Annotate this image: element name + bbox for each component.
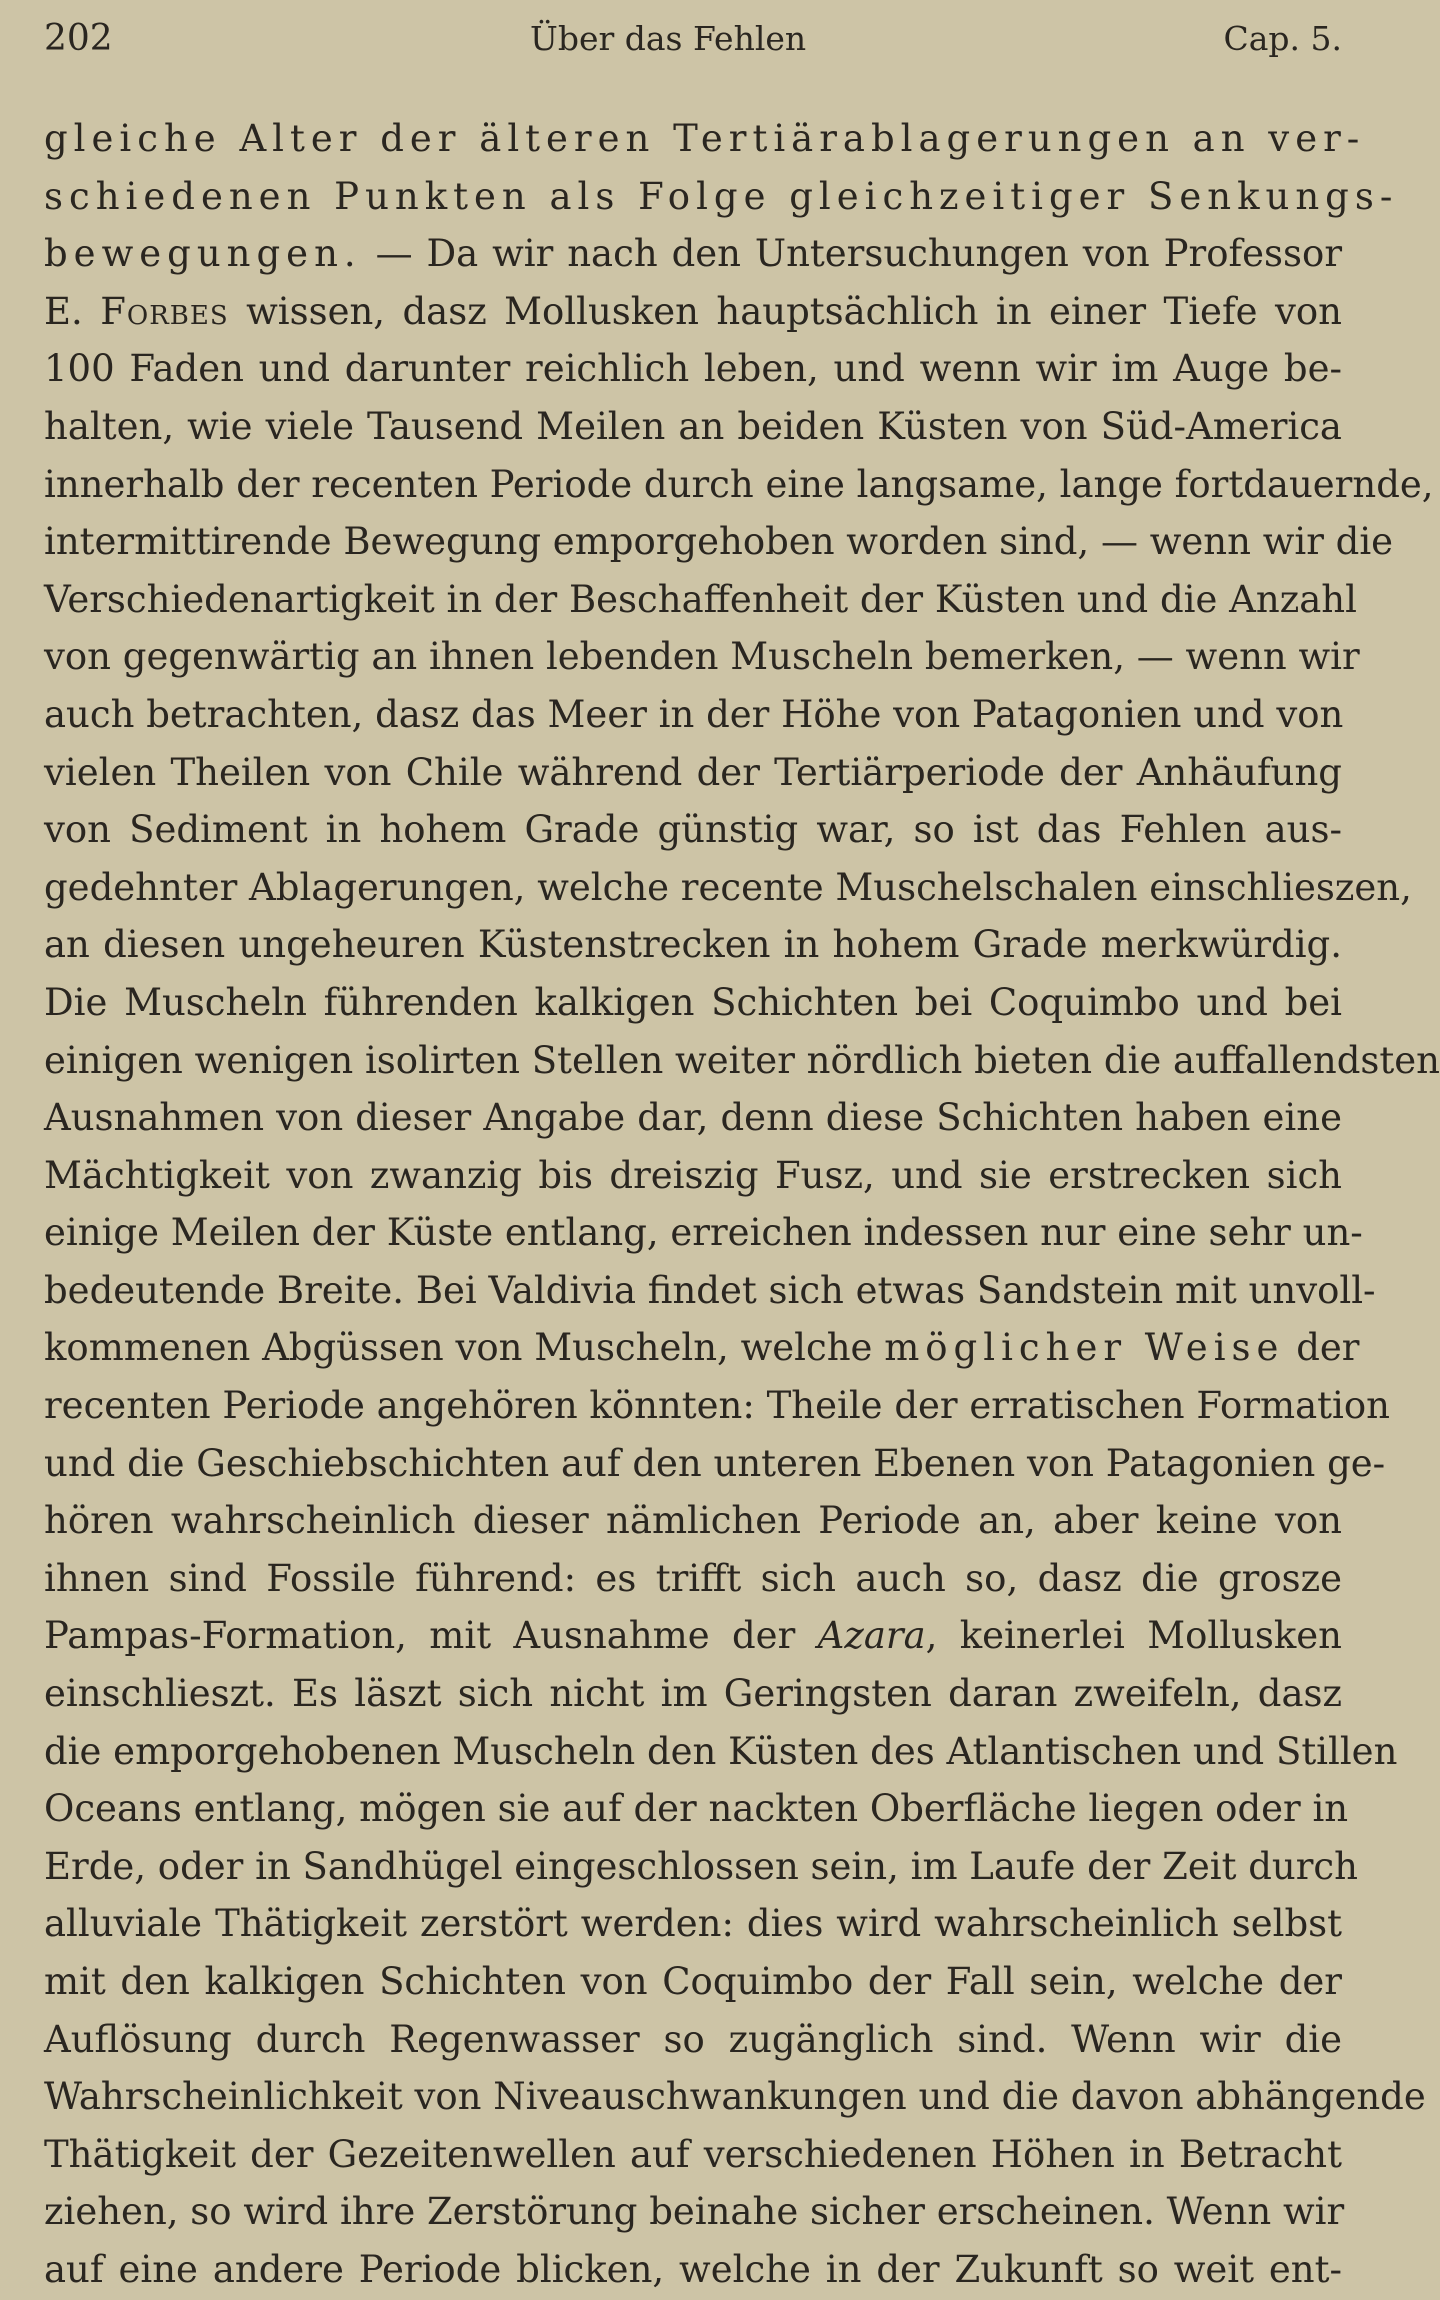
text-line — [44, 1723, 1398, 1781]
text-run: Verschiedenartigkeit in der Beschaffenheit der Küsten und die Anzahl — [44, 577, 1357, 621]
text-run: der — [1284, 1326, 1360, 1370]
text-run: Auflösung durch Regenwasser so zugänglich sind. Wenn wir die — [44, 2017, 1342, 2061]
text-line — [44, 456, 1434, 514]
text-run: , keinerlei Mollusken — [925, 1614, 1343, 1658]
text-line — [44, 1895, 1342, 1953]
text-run: Die Muscheln führenden kalkigen Schichten bei Coquimbo und bei — [44, 980, 1342, 1024]
text-line — [44, 513, 1394, 571]
text-line — [44, 1262, 1376, 1320]
text-run: 100 Faden und darunter reichlich leben, und wenn wir im Auge be- — [44, 347, 1342, 391]
text-run: Erde, oder in Sandhügel eingeschlossen sein, im Laufe der Zeit durch — [44, 1844, 1358, 1888]
running-title: Über das Fehlen — [530, 19, 807, 58]
page-number: 202 — [44, 18, 113, 59]
text-run: bedeutende Breite. Bei Valdivia findet sich etwas Sandstein mit unvoll- — [44, 1268, 1376, 1312]
text-run: die emporgehobenen Muscheln den Küsten des Atlantischen und Stillen — [44, 1729, 1398, 1773]
text-run: bewegungen. — [44, 232, 362, 276]
text-line — [44, 916, 1342, 974]
text-line — [44, 2126, 1342, 2184]
text-line — [44, 1319, 1360, 1377]
text-line — [44, 1089, 1342, 1147]
text-line — [44, 859, 1412, 917]
text-run: Forbes — [100, 289, 229, 333]
text-line — [44, 1492, 1342, 1550]
text-run: gleiche Alter der älteren Tertiärablagerungen an ver- — [44, 117, 1366, 160]
text-run: an diesen ungeheuren Küstenstrecken in hohem Grade merkwürdig. — [44, 923, 1342, 967]
text-run: ziehen, so wird ihre Zerstörung beinahe sicher erscheinen. Wenn wir — [44, 2190, 1345, 2234]
text-run: Pampas-Formation, mit Ausnahme der — [44, 1614, 818, 1658]
chapter-label: Cap. 5. — [1223, 19, 1342, 58]
text-run: und die Geschiebschichten auf den unteren Ebenen von Patagonien ge- — [44, 1441, 1386, 1485]
text-run: auch betrachten, dasz das Meer in der Höhe von Patagonien und von — [44, 692, 1344, 736]
text-line — [44, 283, 1342, 341]
text-run: Wahrscheinlichkeit von Niveauschwankungen und die davon abhängende — [44, 2075, 1426, 2119]
text-run: schiedenen Punkten als Folge gleichzeitiger Senkungs- — [44, 174, 1399, 218]
text-line — [44, 801, 1342, 859]
text-run: recenten Periode angehören könnten: Theile der erratischen Formation — [44, 1384, 1390, 1428]
text-run: ihnen sind Fossile führend: es trifft sich auch so, dasz die grosze — [44, 1556, 1342, 1600]
text-run: einigen wenigen isolirten Stellen weiter nördlich bieten die auffallendsten — [44, 1038, 1440, 1082]
text-run: E. — [44, 289, 101, 333]
text-line — [44, 1550, 1342, 1608]
text-line — [44, 686, 1342, 744]
text-run: auf eine andere Periode blicken, welche in der Zukunft so weit ent- — [44, 2247, 1342, 2291]
text-run: intermittirende Bewegung emporgehoben worden sind, — wenn wir die — [44, 520, 1394, 564]
text-line — [44, 974, 1342, 1032]
text-run: einige Meilen der Küste entlang, erreichen indessen nur eine sehr un- — [44, 1211, 1363, 1255]
text-line — [44, 1780, 1349, 1838]
text-line — [44, 1435, 1386, 1493]
text-run: wissen, dasz Mollusken hauptsächlich in einer Tiefe von — [228, 289, 1342, 333]
text-line — [44, 571, 1357, 629]
text-line — [44, 2241, 1342, 2299]
text-run: — Da wir nach den Untersuchungen von Professor — [361, 232, 1342, 276]
text-line — [44, 2183, 1345, 2241]
text-line — [44, 2011, 1342, 2069]
text-line — [44, 110, 1366, 168]
text-run: kommenen Abgüssen von Muscheln, welche — [44, 1326, 885, 1370]
text-line — [44, 1204, 1363, 1262]
text-run: einschlieszt. Es läszt sich nicht im Geringsten daran zweifeln, dasz — [44, 1672, 1342, 1716]
text-run: Oceans entlang, mögen sie auf der nackten Oberfläche liegen oder in — [44, 1787, 1349, 1831]
text-run: hören wahrscheinlich dieser nämlichen Periode an, aber keine von — [44, 1499, 1342, 1543]
running-head — [44, 18, 1342, 80]
text-run: gedehnter Ablagerungen, welche recente Muschelschalen einschlieszen, — [44, 865, 1412, 909]
text-line — [44, 2068, 1426, 2126]
text-line — [44, 398, 1342, 456]
text-run: von Sediment in hohem Grade günstig war, so ist das Fehlen aus- — [44, 808, 1342, 852]
text-run: Azara — [817, 1614, 926, 1658]
text-line — [44, 1032, 1440, 1090]
text-run: halten, wie viele Tausend Meilen an beiden Küsten von Süd-America — [44, 404, 1342, 448]
text-run: möglicher Weise — [884, 1326, 1285, 1370]
text-run: alluviale Thätigkeit zerstört werden: dies wird wahrscheinlich selbst — [44, 1902, 1342, 1946]
text-run: innerhalb der recenten Periode durch eine langsame, lange fortdauernde, — [44, 462, 1434, 506]
text-line — [44, 1953, 1342, 2011]
text-line — [44, 628, 1360, 686]
text-run: mit den kalkigen Schichten von Coquimbo der Fall sein, welche der — [44, 1960, 1342, 2003]
text-run: Thätigkeit der Gezeitenwellen auf verschiedenen Höhen in Betracht — [44, 2132, 1342, 2176]
text-line — [44, 744, 1342, 802]
text-run: vielen Theilen von Chile während der Tertiärperiode der Anhäufung — [44, 750, 1342, 794]
text-line — [44, 1665, 1342, 1723]
text-line — [44, 1147, 1342, 1205]
text-run: Ausnahmen von dieser Angabe dar, denn diese Schichten haben eine — [44, 1096, 1342, 1140]
text-run: Mächtigkeit von zwanzig bis dreiszig Fusz, und sie erstrecken sich — [44, 1153, 1342, 1197]
text-line — [44, 168, 1399, 226]
text-run: von gegenwärtig an ihnen lebenden Muscheln bemerken, — wenn wir — [44, 635, 1360, 679]
body-text — [44, 110, 1440, 2299]
text-line — [44, 1607, 1342, 1665]
text-line — [44, 225, 1342, 283]
text-line — [44, 1838, 1358, 1896]
text-line — [44, 340, 1342, 398]
text-line — [44, 1377, 1390, 1435]
